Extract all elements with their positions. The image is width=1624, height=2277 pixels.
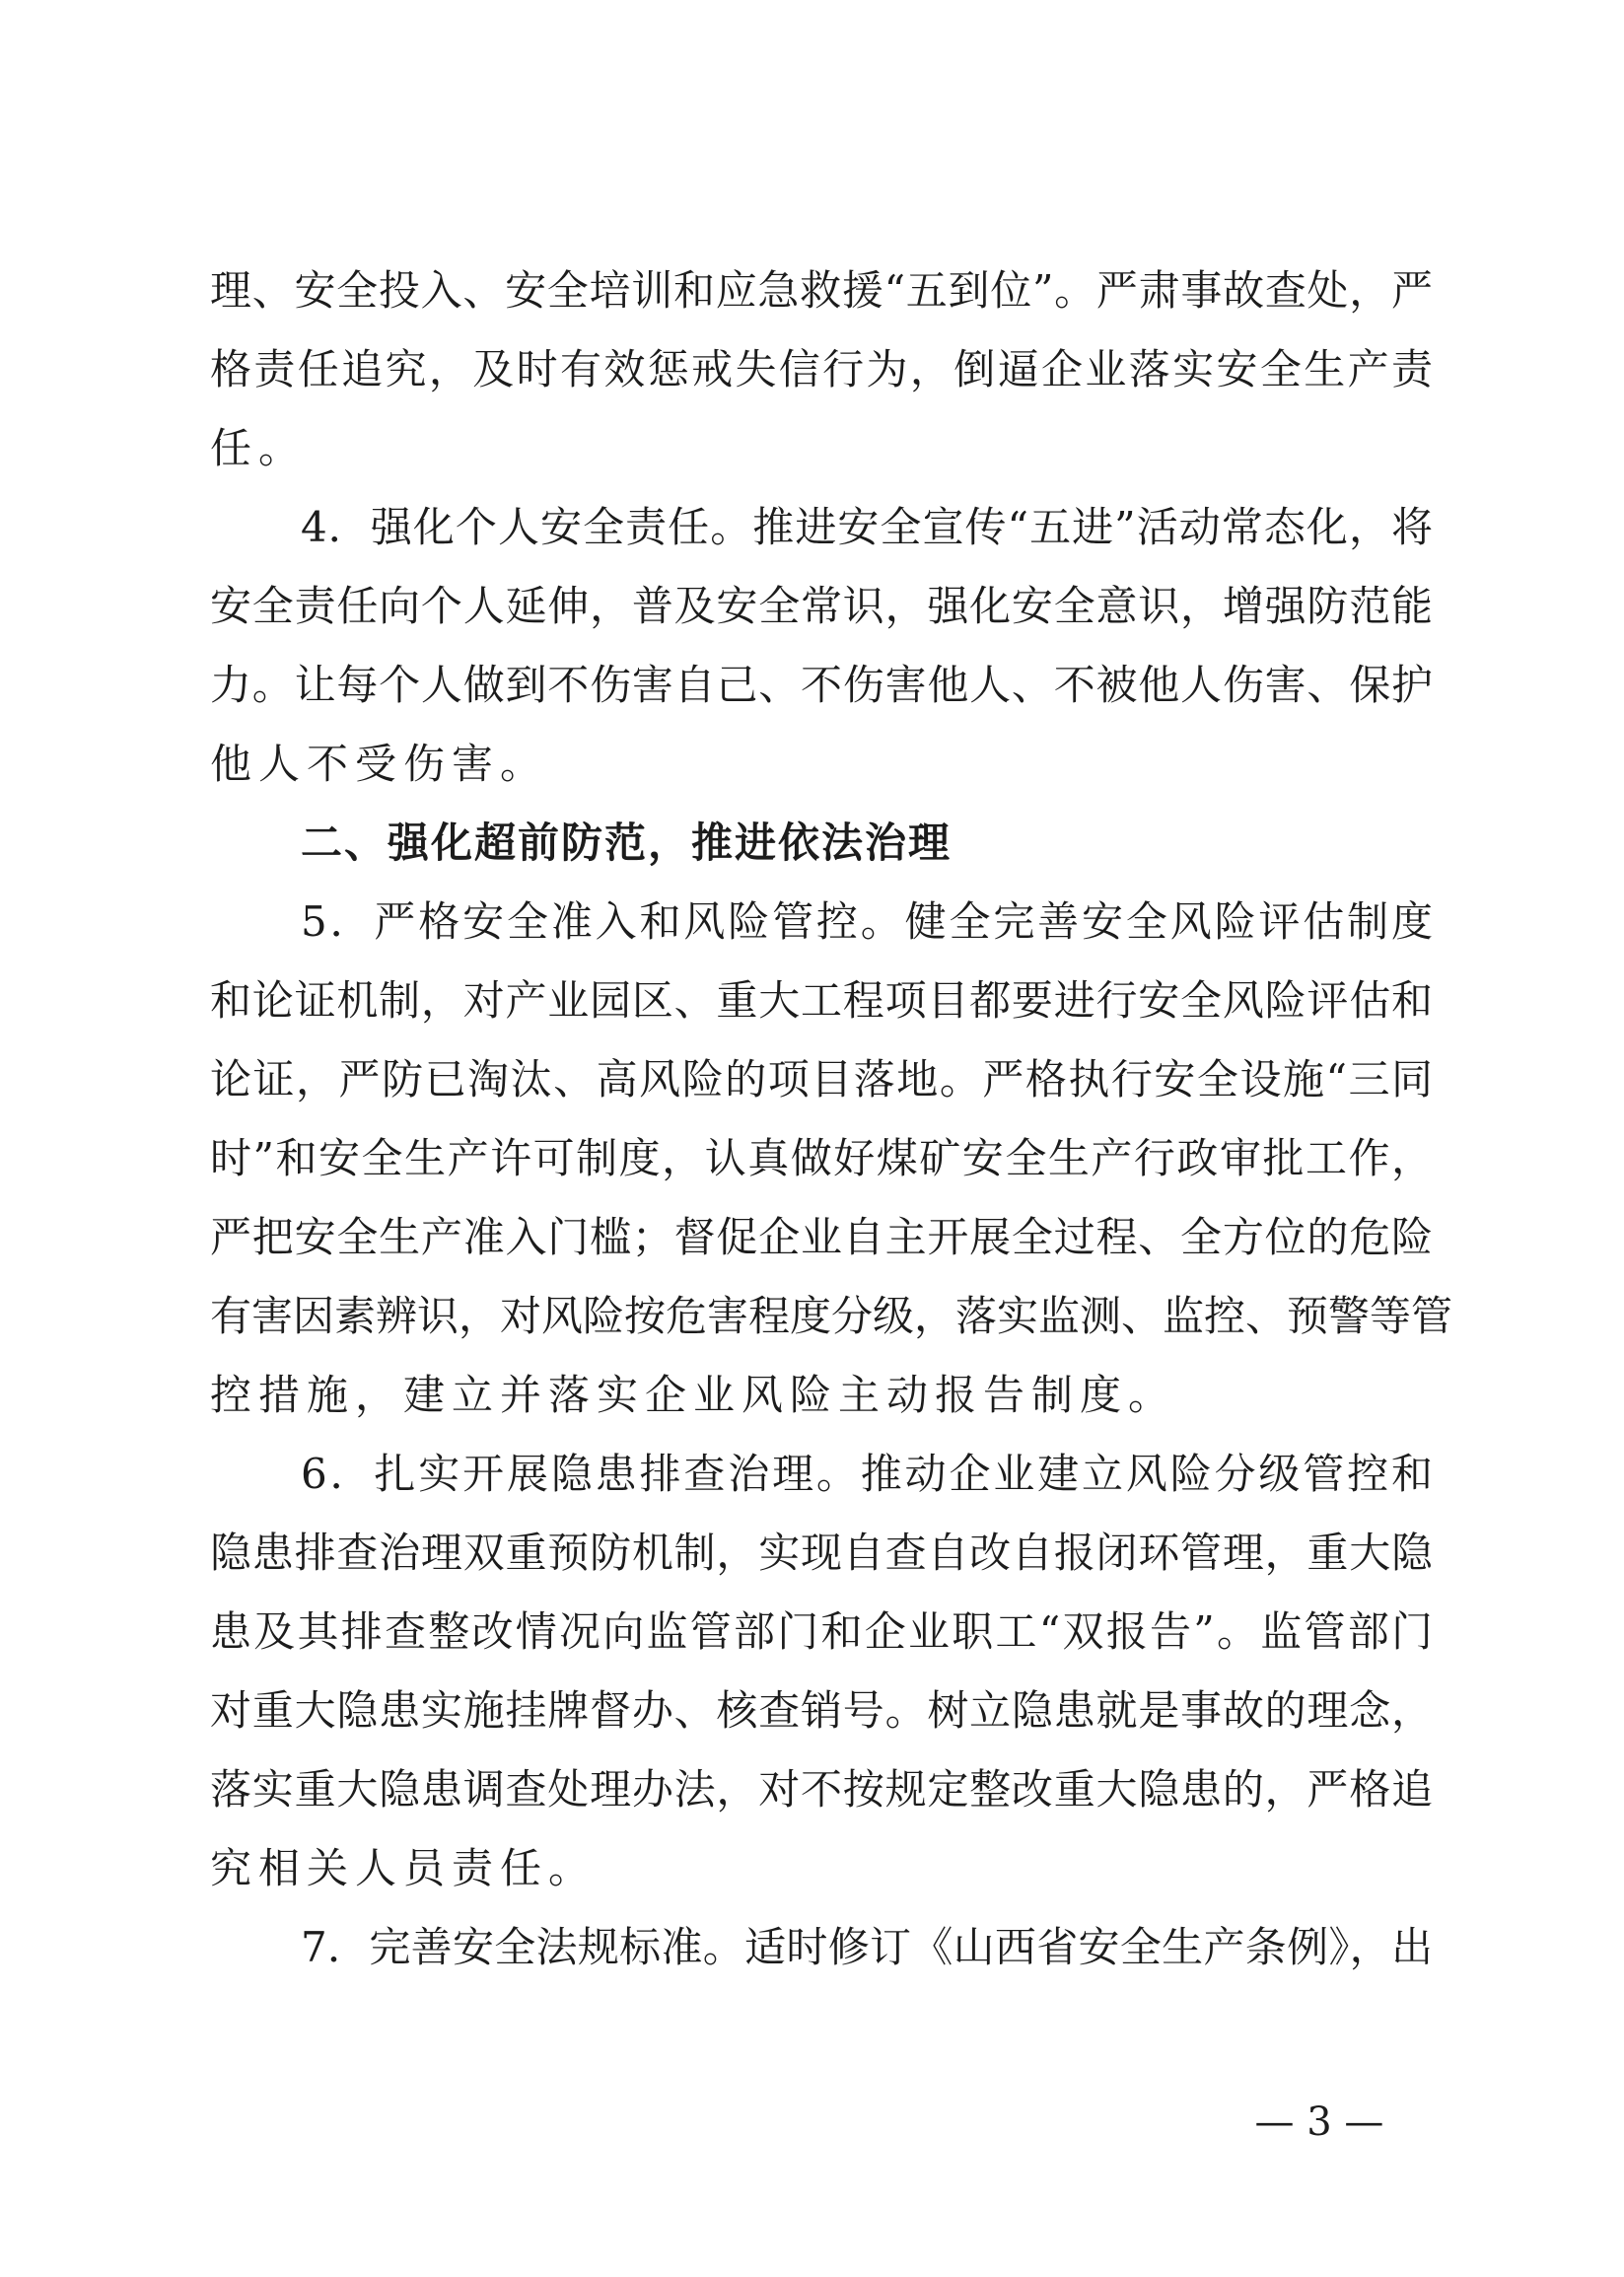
numbered-item-4-first-line: 4．强化个人安全责任。推进安全宣传“五进”活动常态化，将	[301, 503, 1433, 551]
body-line: 严把安全生产准入门槛；督促企业自主开展全过程、全方位的危险	[210, 1213, 1433, 1261]
body-line: 理、安全投入、安全培训和应急救援“五到位”。严肃事故查处，严	[210, 266, 1433, 315]
page-number: — 3 —	[1254, 2099, 1384, 2145]
body-line: 时”和安全生产许可制度，认真做好煤矿安全生产行政审批工作，	[210, 1134, 1433, 1182]
body-line: 隐患排查治理双重预防机制，实现自查自改自报闭环管理，重大隐	[210, 1529, 1433, 1577]
body-line: 控措施，建立并落实企业风险主动报告制度。	[210, 1371, 1177, 1419]
body-line: 有害因素辨识，对风险按危害程度分级，落实监测、监控、预警等管	[210, 1292, 1453, 1340]
body-line: 和论证机制，对产业园区、重大工程项目都要进行安全风险评估和	[210, 976, 1433, 1025]
body-line: 论证，严防已淘汰、高风险的项目落地。严格执行安全设施“三同	[210, 1055, 1433, 1103]
body-line: 力。让每个人做到不伤害自己、不伤害他人、不被他人伤害、保护	[210, 661, 1433, 709]
body-line: 患及其排查整改情况向监管部门和企业职工“双报告”。监管部门	[210, 1607, 1433, 1656]
body-line: 落实重大隐患调查处理办法，对不按规定整改重大隐患的，严格追	[210, 1765, 1433, 1814]
numbered-item-5-first-line: 5．严格安全准入和风险管控。健全完善安全风险评估制度	[301, 897, 1433, 946]
numbered-item-7-first-line: 7．完善安全法规标准。适时修订《山西省安全生产条例》，出	[301, 1923, 1433, 1971]
numbered-item-6-first-line: 6．扎实开展隐患排查治理。推动企业建立风险分级管控和	[301, 1450, 1433, 1498]
section-heading: 二、强化超前防范，推进依法治理	[301, 818, 953, 867]
body-line: 对重大隐患实施挂牌督办、核查销号。树立隐患就是事故的理念，	[210, 1686, 1433, 1735]
body-line: 他人不受伤害。	[210, 740, 549, 788]
body-line: 安全责任向个人延伸，普及安全常识，强化安全意识，增强防范能	[210, 582, 1433, 630]
body-line: 格责任追究，及时有效惩戒失信行为，倒逼企业落实安全生产责	[210, 345, 1433, 393]
body-line: 究相关人员责任。	[210, 1844, 598, 1892]
body-line: 任。	[210, 424, 308, 472]
body-text	[210, 251, 1453, 1987]
